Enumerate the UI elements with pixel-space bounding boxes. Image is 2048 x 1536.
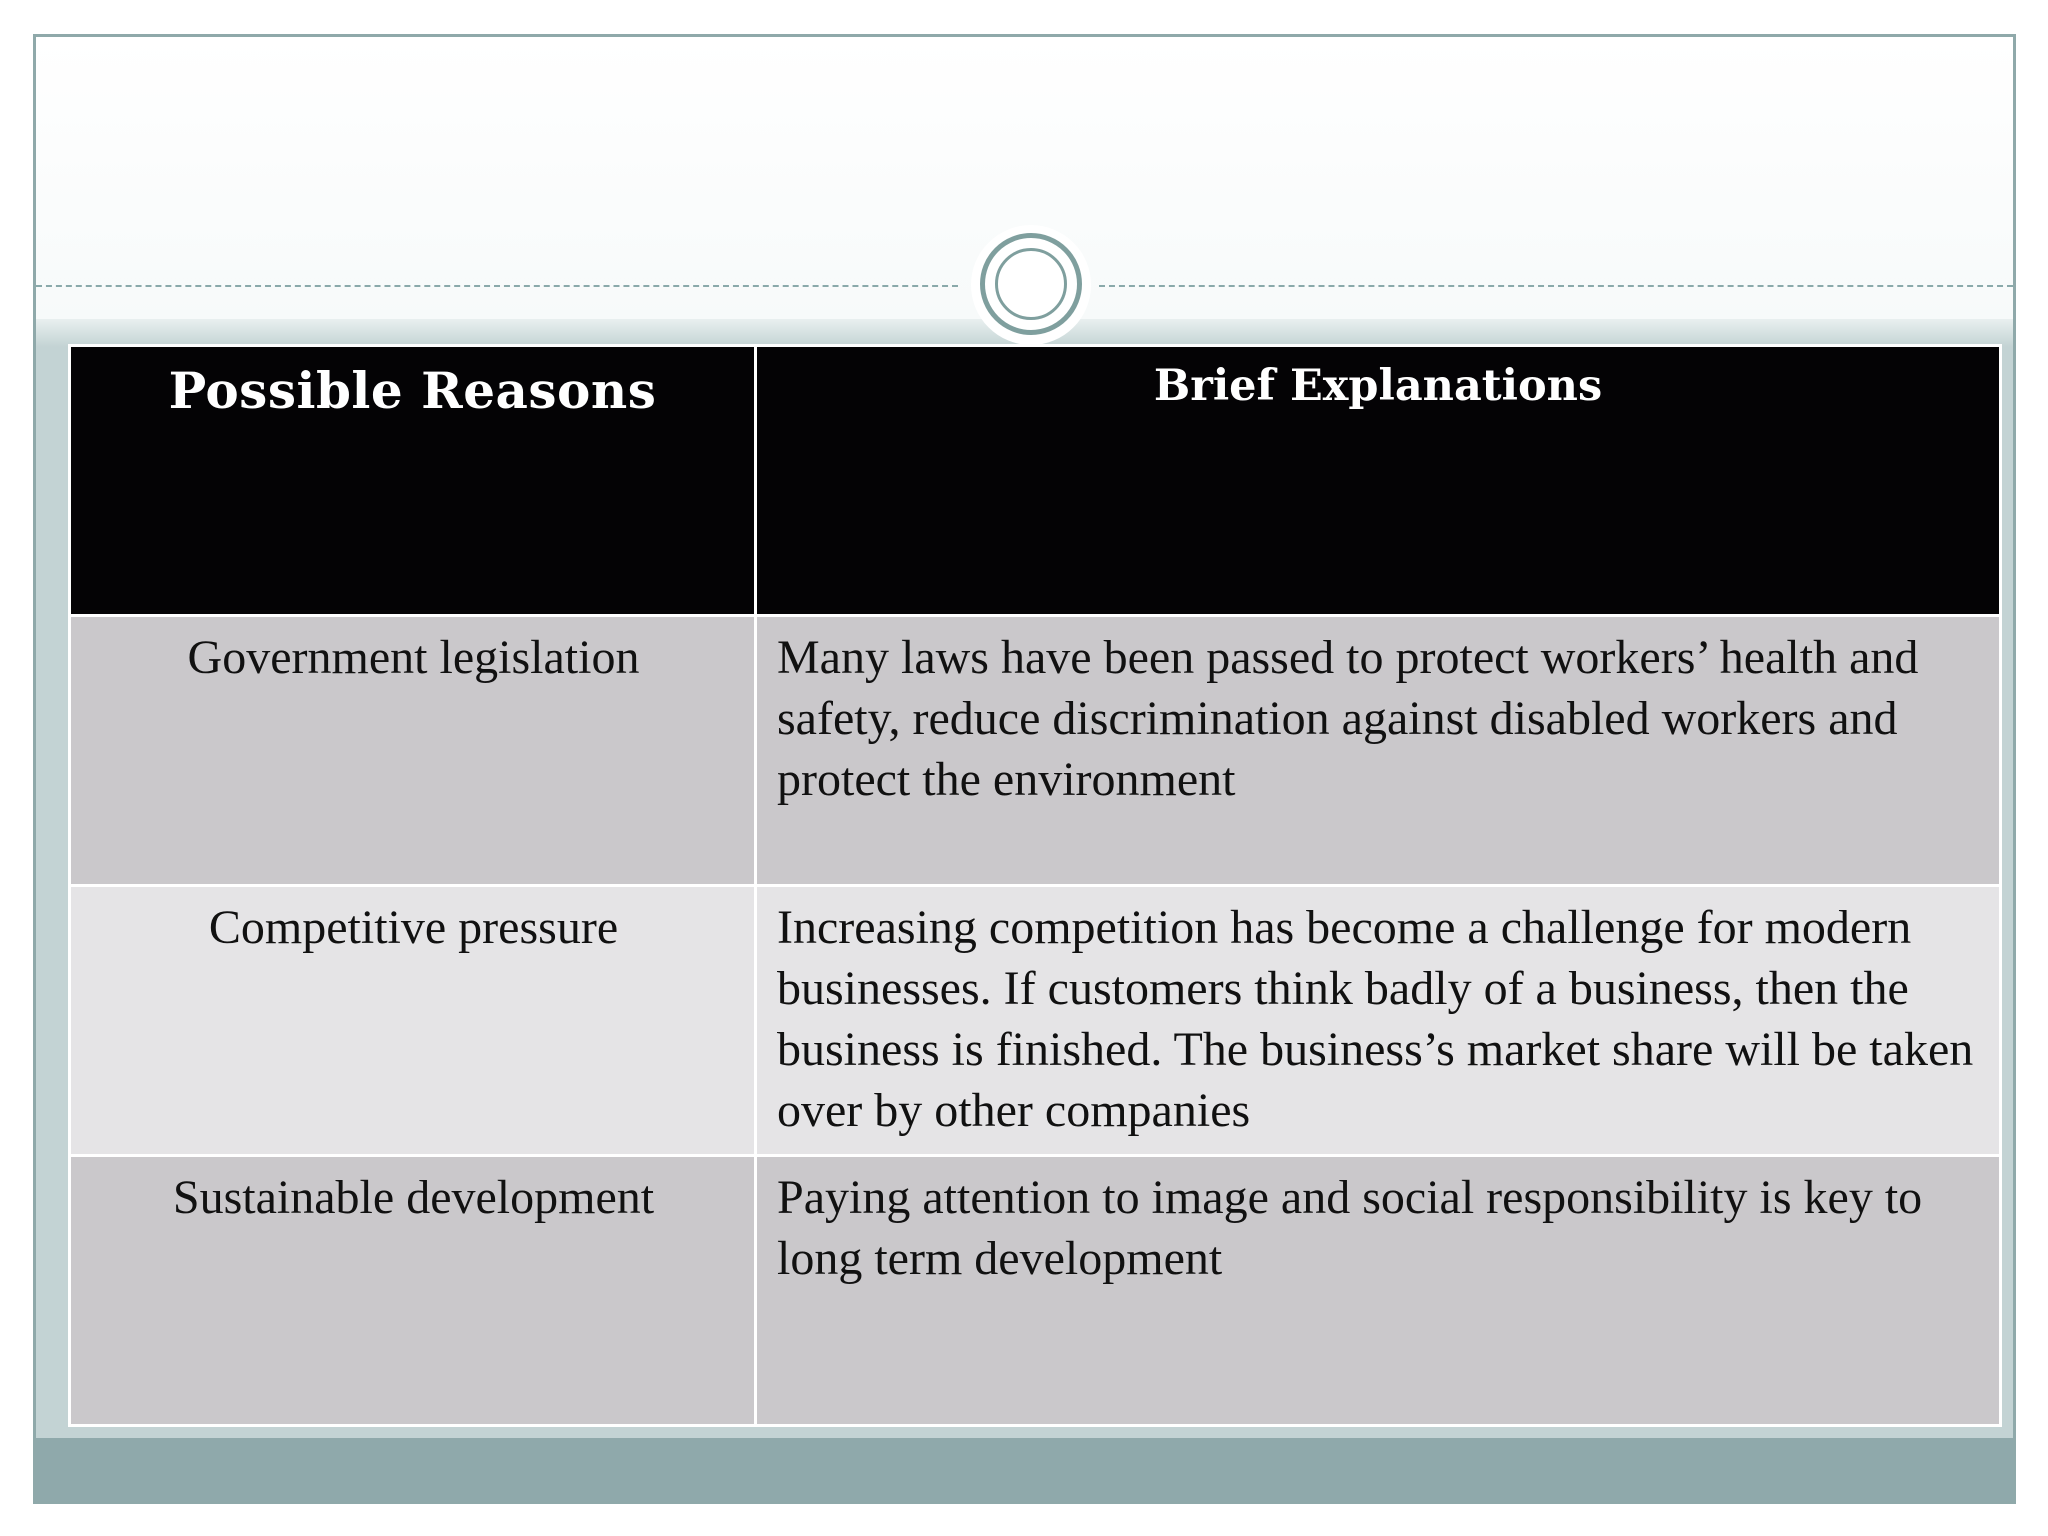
explanation-cell: Paying attention to image and social responsibility is key to long term development xyxy=(756,1156,2001,1426)
slide xyxy=(33,34,2016,1504)
reason-cell: Competitive pressure xyxy=(70,886,756,1156)
dashed-divider-left xyxy=(36,285,958,287)
dashed-divider-right xyxy=(1099,285,2013,287)
header-possible-reasons: Possible Reasons xyxy=(70,346,756,616)
circle-ornament-inner xyxy=(995,248,1067,320)
table-row xyxy=(70,616,2001,886)
explanation-cell: Many laws have been passed to protect workers’ health and safety, reduce discrimination against disabled workers and protect the environment xyxy=(756,616,2001,886)
explanation-cell: Increasing competition has become a challenge for modern businesses. If customers think badly of a business, then the business is finished. The business’s market share will be taken over by other companies xyxy=(756,886,2001,1156)
table-row xyxy=(70,1156,2001,1426)
reason-cell: Government legislation xyxy=(70,616,756,886)
table-row xyxy=(70,886,2001,1156)
reason-cell: Sustainable development xyxy=(70,1156,756,1426)
bottom-band xyxy=(36,1438,2013,1504)
table-header-row xyxy=(70,346,2001,616)
circle-ornament-icon xyxy=(980,233,1082,335)
reasons-table xyxy=(68,344,2002,1427)
header-brief-explanations: Brief Explanations xyxy=(756,346,2001,616)
